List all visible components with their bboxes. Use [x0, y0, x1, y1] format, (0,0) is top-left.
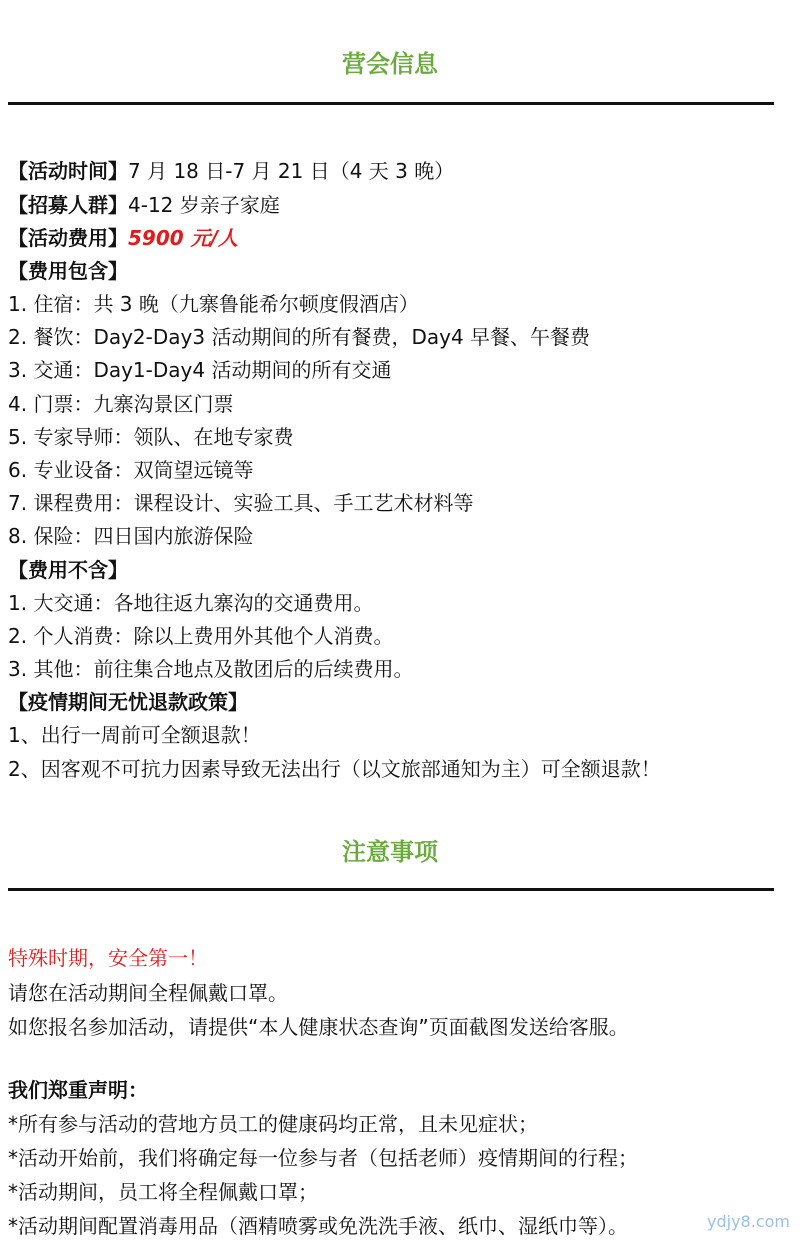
declaration-item: *活动期间配置消毒用品（酒精喷雾或免洗洗手液、纸巾、湿纸巾等）。	[8, 1214, 628, 1238]
included-item: 4. 门票：九寨沟景区门票	[8, 392, 234, 416]
fee-label: 【活动费用】	[8, 226, 128, 250]
watermark-text: ydjy8.com	[707, 1212, 790, 1231]
included-item: 8. 保险：四日国内旅游保险	[8, 524, 254, 548]
excluded-heading: 【费用不含】	[8, 558, 128, 582]
declaration-item: *活动开始前，我们将确定每一位参与者（包括老师）疫情期间的行程；	[8, 1146, 638, 1170]
notes-title: 注意事项	[342, 838, 438, 866]
declaration-item: *活动期间，员工将全程佩戴口罩；	[8, 1180, 318, 1204]
refund-item: 2、因客观不可抗力因素导致无法出行（以文旅部通知为主）可全额退款！	[8, 757, 661, 781]
refund-item: 1、出行一周前可全额退款！	[8, 723, 261, 747]
notes-line: 请您在活动期间全程佩戴口罩。	[8, 981, 288, 1005]
audience-row	[8, 192, 280, 218]
camp-info-title: 营会信息	[342, 50, 438, 78]
refund-heading: 【疫情期间无忧退款政策】	[8, 690, 248, 714]
notes-divider	[8, 888, 774, 891]
fee-value: 5900 元/人	[128, 226, 238, 250]
safety-highlight: 特殊时期，安全第一！	[8, 946, 208, 970]
included-item: 6. 专业设备：双筒望远镜等	[8, 458, 254, 482]
included-item: 7. 课程费用：课程设计、实验工具、手工艺术材料等	[8, 491, 474, 515]
included-item: 1. 住宿：共 3 晚（九寨鲁能希尔顿度假酒店）	[8, 292, 419, 316]
fee-row	[8, 225, 238, 251]
audience-value: 4-12 岁亲子家庭	[128, 193, 280, 217]
declaration-item: *所有参与活动的营地方员工的健康码均正常，且未见症状；	[8, 1112, 538, 1136]
activity-time-label: 【活动时间】	[8, 159, 128, 183]
included-item: 3. 交通：Day1-Day4 活动期间的所有交通	[8, 358, 392, 382]
declaration-heading: 我们郑重声明：	[8, 1078, 148, 1102]
notes-line: 如您报名参加活动，请提供“本人健康状态查询”页面截图发送给客服。	[8, 1015, 629, 1039]
excluded-item: 1. 大交通：各地往返九寨沟的交通费用。	[8, 591, 374, 615]
audience-label: 【招募人群】	[8, 193, 128, 217]
included-heading: 【费用包含】	[8, 259, 128, 283]
included-item: 5. 专家导师：领队、在地专家费	[8, 425, 294, 449]
excluded-item: 2. 个人消费：除以上费用外其他个人消费。	[8, 624, 394, 648]
excluded-item: 3. 其他：前往集合地点及散团后的后续费用。	[8, 657, 414, 681]
included-item: 2. 餐饮：Day2-Day3 活动期间的所有餐费，Day4 早餐、午餐费	[8, 325, 591, 349]
activity-time-row	[8, 158, 454, 184]
activity-time-value: 7 月 18 日-7 月 21 日（4 天 3 晚）	[128, 159, 455, 183]
camp-info-divider	[8, 102, 774, 105]
